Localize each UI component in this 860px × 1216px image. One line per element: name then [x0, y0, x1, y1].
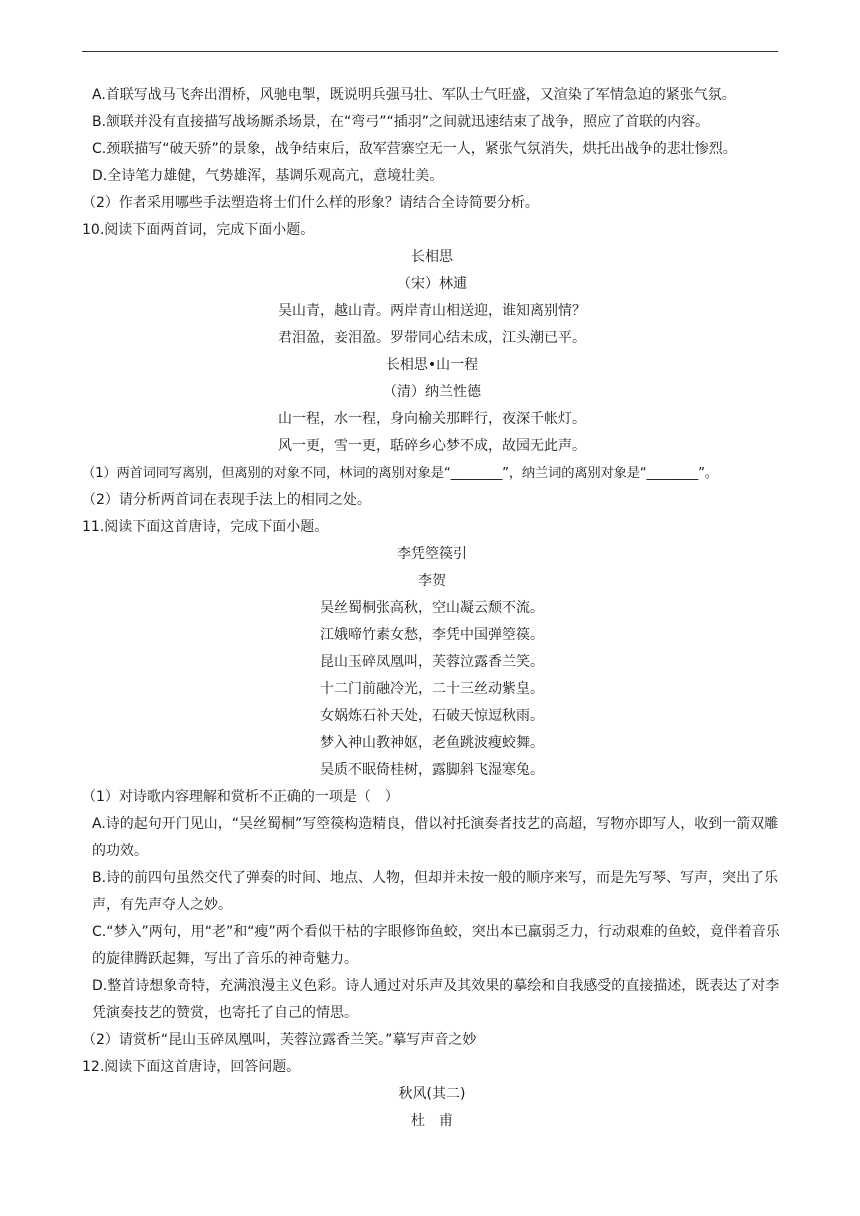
poem-line: 君泪盈，妾泪盈。罗带同心结未成，江头潮已平。 — [278, 330, 586, 346]
poem-author: （宋）林逋 — [397, 276, 467, 292]
header-rule — [82, 51, 778, 52]
option-c: C.颈联描写“破天骄”的景象，战争结束后，敌军营寨空无一人，紧张气氛消失，烘托出战争的悲壮惨烈。 — [92, 141, 737, 157]
poem-line: 吴质不眠倚桂树，露脚斜飞湿寒兔。 — [320, 762, 544, 778]
poem-line: 吴山青，越山青。两岸青山相送迎，谁知离别情？ — [278, 303, 586, 319]
document-body — [82, 82, 782, 1135]
poem-line: 风一更，雪一更，聒碎乡心梦不成，故园无此声。 — [278, 438, 586, 454]
sub-question: （1）两首词同写离别，但离别的对象不同，林词的离别对象是“________”，纳兰词的离别对象是“________”。 — [82, 466, 718, 481]
poem-line: 女娲炼石补天处，石破天惊逗秋雨。 — [320, 708, 544, 724]
sub-question: （1）对诗歌内容理解和赏析不正确的一项是（ ） — [82, 789, 399, 805]
poem-line: 山一程，水一程，身向榆关那畔行，夜深千帐灯。 — [278, 411, 586, 427]
option-d: D.整首诗想象奇特，充满浪漫主义色彩。诗人通过对乐声及其效果的摹绘和自我感受的直接描述，既表达了对李凭演奏技艺的赞赏，也寄托了自己的情思。 — [92, 978, 780, 1021]
poem-line: 昆山玉碎凤凰叫，芙蓉泣露香兰笑。 — [320, 654, 544, 670]
sub-question: （2）请赏析“昆山玉碎凤凰叫，芙蓉泣露香兰笑。”摹写声音之妙 — [82, 1032, 477, 1048]
sub-question: （2）作者采用哪些手法塑造将士们什么样的形象？请结合全诗简要分析。 — [82, 195, 539, 211]
poem-line: 吴丝蜀桐张高秋，空山凝云颓不流。 — [320, 600, 544, 616]
poem-line: 江娥啼竹素女愁，李凭中国弹箜篌。 — [320, 627, 544, 643]
poem-author: 杜 甫 — [411, 1113, 453, 1129]
poem-title: 李凭箜篌引 — [397, 546, 467, 562]
poem-title: 长相思 — [411, 249, 453, 265]
option-b: B.颔联并没有直接描写战场厮杀场景，在“弯弓”“插羽”之间就迅速结束了战争，照应了首联的内容。 — [92, 114, 710, 130]
option-a: A.诗的起句开门见山，“吴丝蜀桐”写箜篌构造精良，借以衬托演奏者技艺的高超，写物亦即写人，收到一箭双雕的功效。 — [92, 816, 779, 859]
poem-line: 梦入神山教神妪，老鱼跳波瘦蛟舞。 — [320, 735, 544, 751]
option-a: A.首联写战马飞奔出渭桥，风驰电掣，既说明兵强马壮、军队士气旺盛，又渲染了军情急迫的紧张气氛。 — [92, 87, 736, 103]
option-c: C.“梦入”两句，用“老”和“瘦”两个看似干枯的字眼修饰鱼蛟，突出本已羸弱乏力，行动艰难的鱼蛟，竟伴着音乐的旋律腾跃起舞，写出了音乐的神奇魅力。 — [92, 924, 780, 967]
sub-question: （2）请分析两首词在表现手法上的相同之处。 — [82, 492, 371, 508]
poem-title: 长相思•山一程 — [385, 357, 479, 373]
poem-author: （清）纳兰性德 — [383, 384, 481, 400]
question-heading: 11.阅读下面这首唐诗，完成下面小题。 — [82, 519, 329, 535]
option-d: D.全诗笔力雄健，气势雄浑，基调乐观高亢，意境壮美。 — [92, 168, 444, 184]
option-b: B.诗的前四句虽然交代了弹奏的时间、地点、人物，但却并未按一般的顺序来写，而是先写琴、写声，突出了乐声，有先声夺人之妙。 — [92, 870, 779, 913]
poem-line: 十二门前融冷光，二十三丝动紫皇。 — [320, 681, 544, 697]
question-heading: 10.阅读下面两首词，完成下面小题。 — [82, 222, 315, 238]
poem-author: 李贺 — [418, 573, 446, 589]
poem-title: 秋风(其二) — [398, 1086, 466, 1102]
question-heading: 12.阅读下面这首唐诗，回答问题。 — [82, 1059, 301, 1075]
